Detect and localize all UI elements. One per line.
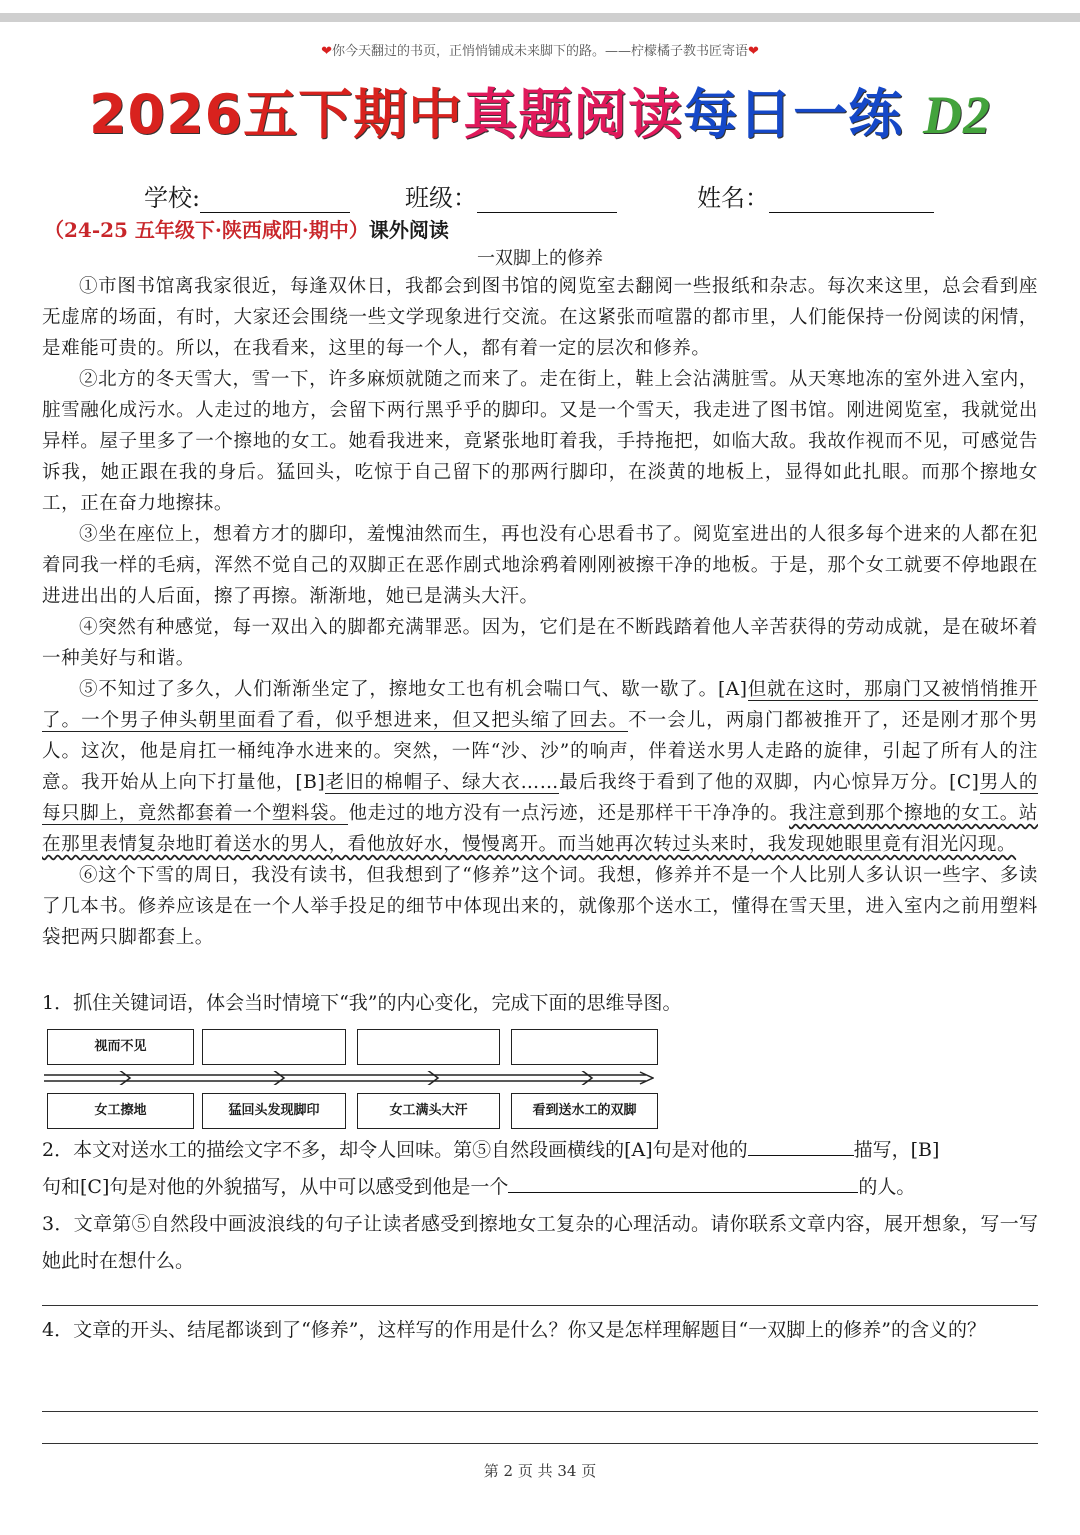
paragraph-2: ②北方的冬天雪大，雪一下，许多麻烦就随之而来了。走在街上，鞋上会沾满脏雪。从天寒地冻的室外进入室内，脏雪融化成污水。人走过的地方，会留下两行黑乎乎的脚印。又是一个雪天，我走进了图书馆。刚进阅览室，我就觉出异样。屋子里多了一个擦地的女工。她看我进来，竟紧张地盯着我，手持拖把，如临大敌。我故作视而不见，可感觉告诉我，她正跟在我的身后。猛回头，吃惊于自己留下的那两行脚印，在淡黄的地板上，显得如此扎眼。而那个擦地女工，正在奋力地擦抹。 [42,369,1038,514]
source-line [44,214,449,243]
q3-answer-line[interactable] [42,1305,1038,1306]
p5-text-b: 不一会儿，两扇门都被推开了，还是刚才那个男人。这次，他是肩扛一桶纯净水进来的。突然，一阵“沙、沙”的响声，伴着送水男人走路的旋律，引起了所有人的注意。我开始从上向下打量他，[B] [42,710,1038,793]
mindmap-timeline-arrow [44,1071,654,1085]
mindmap-top-box-2[interactable] [202,1029,346,1065]
heart-icon: ❤ [748,44,759,59]
title-part1: 五下期中 [243,83,464,146]
mindmap-bottom-box-3: 女工满头大汗 [357,1093,500,1129]
title-code: D2 [923,85,992,145]
mindmap-top-box-1: 视而不见 [47,1029,194,1065]
q2-text-b: 描写，[B] [853,1139,940,1161]
class-field[interactable] [405,178,617,213]
school-field[interactable] [144,178,350,213]
paragraph-6: ⑥这个下雪的周日，我没有读书，但我想到了“修养”这个词。我想，修养并不是一个人比别人多认识一些字、多读了几本书。修养应该是在一个人举手投足的细节中体现出来的，就像那个送水工，懂得在雪天里，进入室内之前用塑料袋把两只脚都套上。 [42,865,1038,948]
q4-answer-line-2[interactable] [42,1443,1038,1444]
p5-text-c: 最后我终于看到了他的双脚，内心惊异万分。[C] [558,772,980,793]
q2-text-a: 2．本文对送水工的描绘文字不多，却令人回味。第⑤自然段画横线的[A]句是对他的 [42,1139,748,1161]
title-part2: 真题阅读 [463,83,684,146]
p5-underline-a: 但就在这时，那扇门又被悄悄推开了。一个男子伸头朝里面看了看，似乎想进来，但又把头缩了回去。 [42,679,1038,731]
page-title [0,80,1080,150]
top-bar [0,13,1080,22]
question-4: 4．文章的开头、结尾都谈到了“修养”，这样写的作用是什么？你又是怎样理解题目“一双脚上的修养”的含义的？ [42,1319,986,1341]
mindmap-bottom-box-4: 看到送水工的双脚 [511,1093,658,1129]
title-year: 2026 [88,83,244,146]
p5-wavy-line: 我注意到那个擦地的女工。站在那里表情复杂地盯着送水的男人，看他放好水，慢慢离开。而当她再次转过头来时，我发现她眼里竟有泪光闪现。 [42,803,1038,855]
paragraph-1: ①市图书馆离我家很近，每逢双休日，我都会到图书馆的阅览室去翻阅一些报纸和杂志。每次来这里，总会看到座无虚席的场面，有时，大家还会围绕一些文学现象进行交流。在这紧张而喧嚣的都市里，人们能保持一份阅读的闲情，是难能可贵的。所以，在我看来，这里的每一个人，都有着一定的层次和修养。 [42,276,1038,359]
name-field[interactable] [697,178,934,213]
p5-text-d: 他走过的地方没有一点污迹，还是那样干干净净的。 [348,803,790,824]
mindmap-top-box-3[interactable] [357,1029,500,1065]
name-label: 姓名： [697,184,769,212]
name-blank[interactable] [769,186,934,213]
q2-text-d: 的人。 [858,1176,916,1198]
q2-blank-1[interactable] [748,1133,854,1156]
heart-icon: ❤ [321,44,332,59]
question-3: 3．文章第⑤自然段中画波浪线的句子让读者感受到擦地女工复杂的心理活动。请你联系文章内容，展开想象，写一写她此时在想什么。 [42,1213,1038,1272]
question-2 [42,1132,1038,1206]
mindmap-bottom-box-1: 女工擦地 [47,1093,194,1129]
source-label: 课外阅读 [368,218,449,242]
q4-answer-line-1[interactable] [42,1411,1038,1412]
q2-text-c: 句和[C]句是对他的外貌描写，从中可以感受到他是一个 [42,1176,509,1198]
title-part3: 每日一练 [683,83,904,146]
motto [0,40,1080,59]
page-number: 第 2 页 共 34 页 [483,1462,597,1480]
mindmap-top-box-4[interactable] [511,1029,658,1065]
paragraph-3: ③坐在座位上，想着方才的脚印，羞愧油然而生，再也没有心思看书了。阅览室进出的人很多每个进来的人都在犯着同我一样的毛病，浑然不觉自己的双脚正在恶作剧式地涂鸦着刚刚被擦干净的地板。于是，那个女工就要不停地跟在进进出出的人后面，擦了再擦。渐渐地，她已是满头大汗。 [42,524,1038,607]
p5-text-a: ⑤不知过了多久，人们渐渐坐定了，擦地女工也有机会喘口气、歇一歇了。[A] [79,679,748,700]
paragraph-5 [42,674,1038,860]
motto-text: 你今天翻过的书页，正悄悄铺成未来脚下的路。——柠檬橘子教书匠寄语 [331,44,748,59]
p5-underline-b: 老旧的棉帽子、绿大衣…… [325,772,559,793]
class-label: 班级： [405,184,477,212]
school-blank[interactable] [200,186,350,213]
essay-title: 一双脚上的修养 [477,248,603,269]
paragraph-4: ④突然有种感觉，每一双出入的脚都充满罪恶。因为，它们是在不断践踏着他人辛苦获得的劳动成就，是在破坏着一种美好与和谐。 [42,617,1038,669]
class-blank[interactable] [477,186,617,213]
school-label: 学校: [144,184,201,212]
question-1: 1．抓住关键词语，体会当时情境下“我”的内心变化，完成下面的思维导图。 [42,992,682,1014]
source-tag: （24-25 五年级下·陕西咸阳·期中） [44,218,369,242]
mindmap-bottom-box-2: 猛回头发现脚印 [202,1093,346,1129]
q2-blank-2[interactable] [508,1170,858,1193]
p5-underline-c: 男人的每只脚上，竟然都套着一个塑料袋。 [42,772,1038,824]
essay-body [42,271,1038,953]
